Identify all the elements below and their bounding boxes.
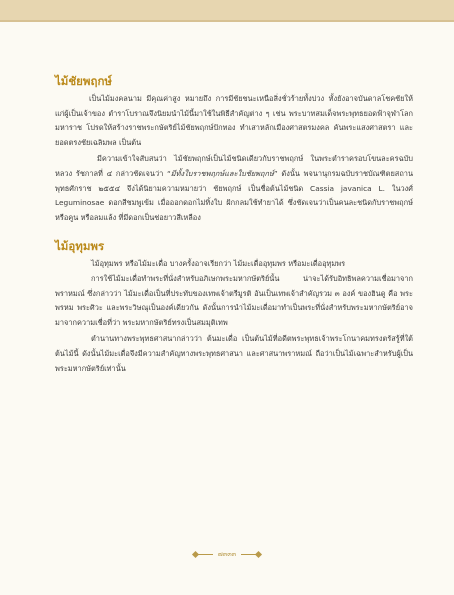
paragraph: มีความเข้าใจสับสนว่า ไม้ชัยพฤกษ์เป็นไม้ชนิดเดียวกับราชพฤกษ์ ในพระตำราครอบโขนละครฉบับหลวง รัชกาลที่ ๔ กล่าวชัดเจนว่า “มีทั้งใบราชพฤกษ์และใบชัยพฤกษ์” ดังนั้น พจนานุกรมฉบับราชบัณฑิตยสถาน พุทธศักราช ๒๕๕๔ จึงได้นิยามความหมายว่า ชัยพฤกษ์ เป็นชื่อต้นไม้ชนิด Cassia javanica L. ในวงศ์ Leguminosae ดอกสีชมพูเข้ม เมื่อออกดอกไม่ทิ้งใบ ฝักกลมใช้ทำยาได้ ซึ่งชัดเจนว่าเป็นคนละชนิดกับราชพฤกษ์ หรือคูน หรือลมแล้ง ที่มีดอกเป็นช่อยาวสีเหลือง [55,154,413,222]
quoted-phrase: มีทั้งใบราชพฤกษ์และใบชัยพฤกษ์ [170,168,274,178]
section-chaiyaphruek [55,74,413,225]
section-uthumphon [55,239,413,376]
page-footer [0,548,454,560]
section-heading: ไม้ชัยพฤกษ์ [55,74,112,88]
footer-ornament-right-icon [241,550,261,558]
section-heading: ไม้อุทุมพร [55,239,105,254]
footer-ornament-left-icon [193,550,213,558]
paragraph: ตำนานทางพระพุทธศาสนากล่าวว่า ต้นมะเดื่อ เป็นต้นไม้ที่อดีตพระพุทธเจ้าพระโกนาคมทรงตรัสรู้ที่ใต้ต้นไม้นี้ ดังนั้นไม้มะเดื่อจึงมีความสำคัญทางพระพุทธศาสนา และศาสนาพราหมณ์ ถือว่าเป็นไม้เฉพาะสำหรับผู้เป็นพระมหากษัตริย์เท่านั้น [55,334,413,373]
paragraph: เป็นไม้มงคลนาม มีคุณค่าสูง หมายถึง การมีชัยชนะเหนือสิ่งชั่วร้ายทั้งปวง ทั้งยังอาจบันดาลโชคชัยให้แก่ผู้เป็นเจ้าของ ตำราโบราณจึงนิยมนำไม้นี้มาใช้ในพิธีสำคัญต่าง ๆ เช่น พระบาทสมเด็จพระพุทธยอดฟ้าจุฬาโลกมหาราช โปรดให้สร้างราชพระกษัตริย์ไม้ชัยพฤกษ์ปักทอง ทำเสาหลักเมืองศาสตรมงคล คันพระแสงศาสตรา และยอดตรงชัยเฉลิมพล เป็นต้น [55,94,413,147]
page-number: ๗๓๓๓ [217,550,237,558]
document-body [55,74,413,376]
paragraph: การใช้ไม้มะเดื่อทำพระที่นั่งสำหรับอภิเษกพระมหากษัตริย์นั้น น่าจะได้รับอิทธิพลความเชื่อมาจากพราหมณ์ ซึ่งกล่าวว่า ไม้มะเดื่อเป็นที่ประทับของเทพเจ้าตรีมูรติ อันเป็นเทพเจ้าสำคัญรวม ๓ องค์ ของฮินดู คือ พระพรหม พระศิวะ และพระวิษณุเป็นองค์เดียวกัน ดังนั้นการนำไม้มะเดื่อมาทำเป็นพระที่นั่งสำหรับพระมหากษัตริย์อาจมาจากความเชื่อที่ว่า พระมหากษัตริย์ทรงเป็นสมมุติเทพ [55,273,413,327]
paragraph: ไม้อุทุมพร หรือไม้มะเดื่อ บางครั้งอาจเรียกว่า ไม้มะเดื่ออุทุมพร หรือมะเดื่ออุทุมพร [91,259,346,269]
top-decorative-band [0,0,454,20]
